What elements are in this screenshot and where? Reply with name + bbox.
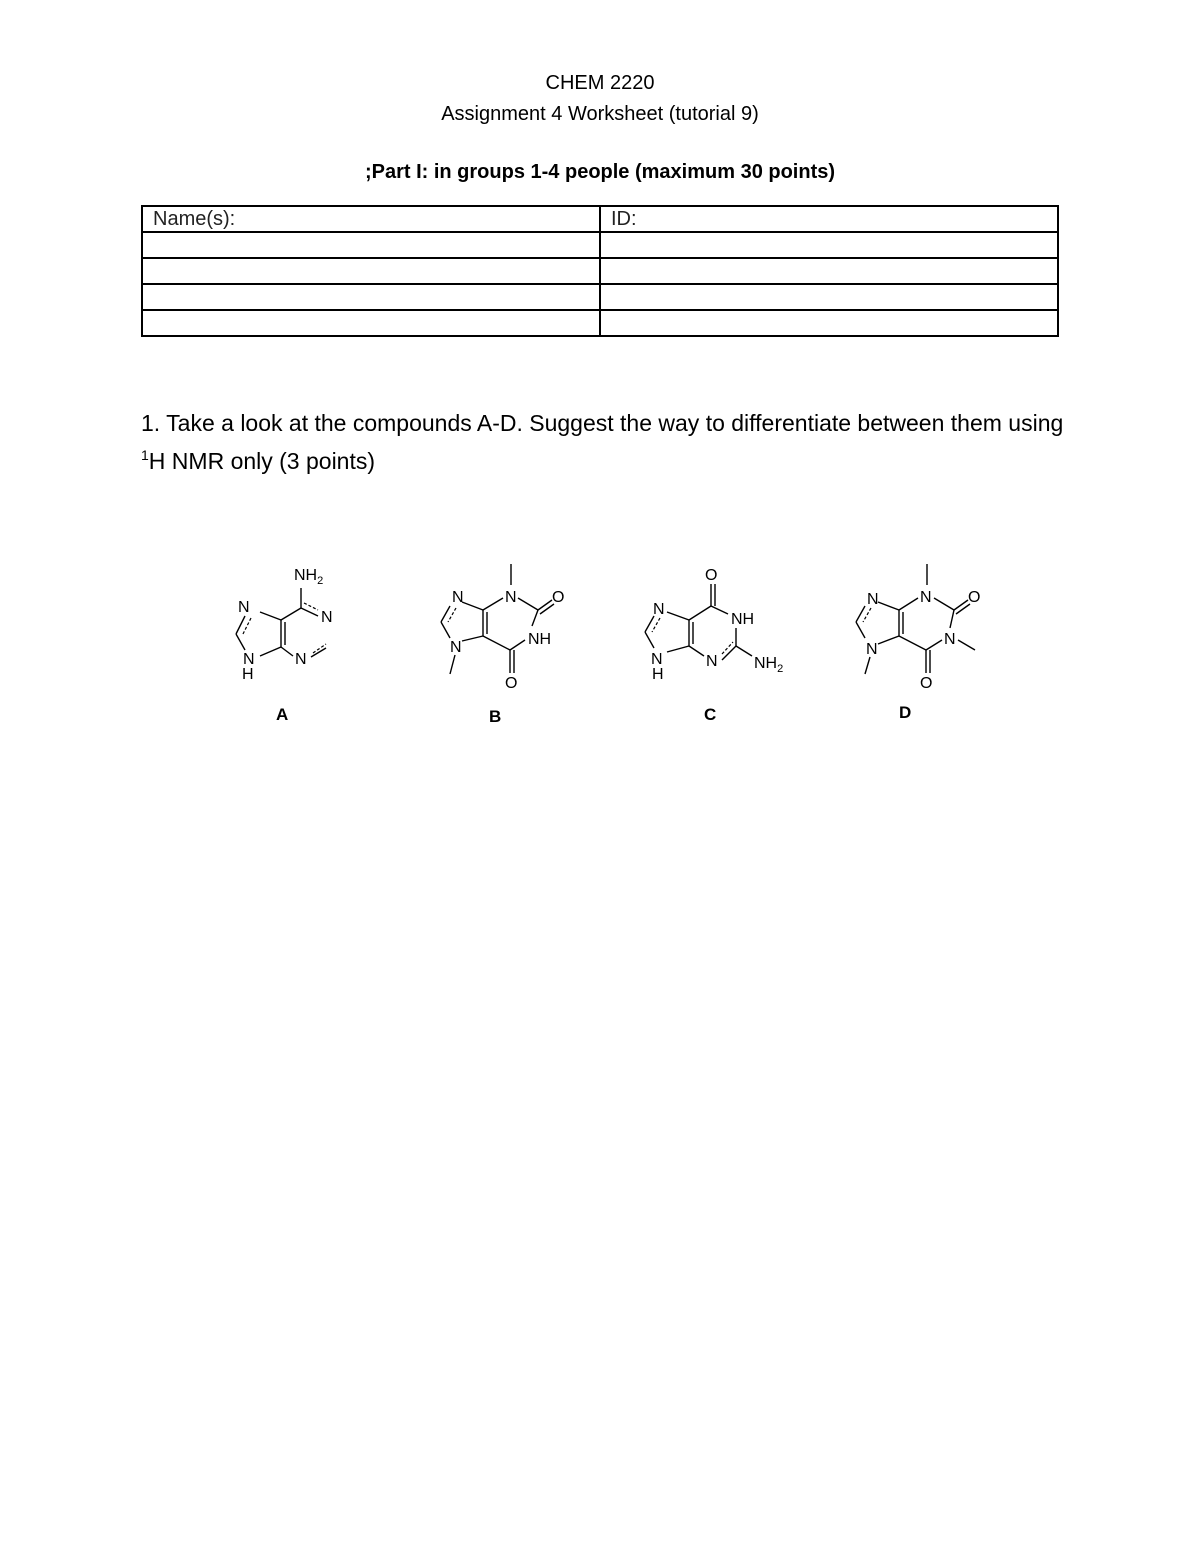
atom-nh: NH (528, 631, 552, 648)
course-title: CHEM 2220 (545, 72, 655, 94)
part-heading: ;Part I: in groups 1-4 people (maximum 30 points) (364, 161, 836, 183)
name-header-cell: Name(s): (142, 206, 600, 232)
atom-n: N (321, 609, 333, 626)
question-text: Take a look at the compounds A-D. Suggest the way to differentiate between them using (160, 410, 1064, 436)
atom-n: N (920, 589, 932, 606)
compound-structures (0, 540, 1200, 740)
id-cell[interactable] (600, 232, 1058, 258)
atom-n: N (295, 651, 307, 668)
atom-o: O (705, 567, 718, 584)
table-row (142, 284, 1058, 310)
name-cell[interactable] (142, 310, 600, 336)
atom-n: N (505, 589, 517, 606)
atom-o: O (920, 675, 933, 692)
table-header-row (142, 206, 1058, 232)
id-cell[interactable] (600, 258, 1058, 284)
compound-label-d: D (899, 703, 912, 722)
question-number: 1. (141, 410, 161, 436)
compound-label-a: A (276, 705, 289, 724)
name-cell[interactable] (142, 284, 600, 310)
compound-label-b: B (489, 707, 502, 726)
atom-n: N (243, 651, 255, 668)
atom-n: N (452, 589, 464, 606)
atom-n: N (238, 599, 250, 616)
atom-nh: NH (731, 611, 755, 628)
atom-n: N (867, 591, 879, 608)
compound-a-structure (236, 567, 333, 724)
atom-o: O (968, 589, 981, 606)
compound-b-structure (441, 564, 564, 726)
atom-h: H (652, 666, 664, 683)
atom-nh2: $NH_2$ (294, 567, 324, 587)
atom-n: N (651, 651, 663, 668)
table-row (142, 258, 1058, 284)
question-1 (141, 404, 1071, 480)
compound-d-structure (856, 564, 980, 722)
atom-n: N (706, 653, 718, 670)
table-row (142, 232, 1058, 258)
atom-n: N (450, 639, 462, 656)
isotope-superscript: 1 (141, 447, 149, 463)
id-header-cell: ID: (600, 206, 1058, 232)
id-cell[interactable] (600, 284, 1058, 310)
id-cell[interactable] (600, 310, 1058, 336)
atom-o: O (505, 675, 518, 692)
atom-o: O (552, 589, 565, 606)
atom-n: N (866, 641, 878, 658)
compound-label-c: C (704, 705, 717, 724)
question-text-end: H NMR only (3 points) (148, 448, 376, 474)
names-id-table (141, 205, 1059, 337)
name-cell[interactable] (142, 232, 600, 258)
table-row (142, 310, 1058, 336)
atom-nh2: $NH_2$ (754, 655, 784, 675)
atom-n: N (944, 631, 956, 648)
compound-c-structure (645, 567, 783, 724)
name-cell[interactable] (142, 258, 600, 284)
atom-h: H (242, 666, 254, 683)
atom-n: N (653, 601, 665, 618)
worksheet-subtitle: Assignment 4 Worksheet (tutorial 9) (441, 103, 759, 125)
